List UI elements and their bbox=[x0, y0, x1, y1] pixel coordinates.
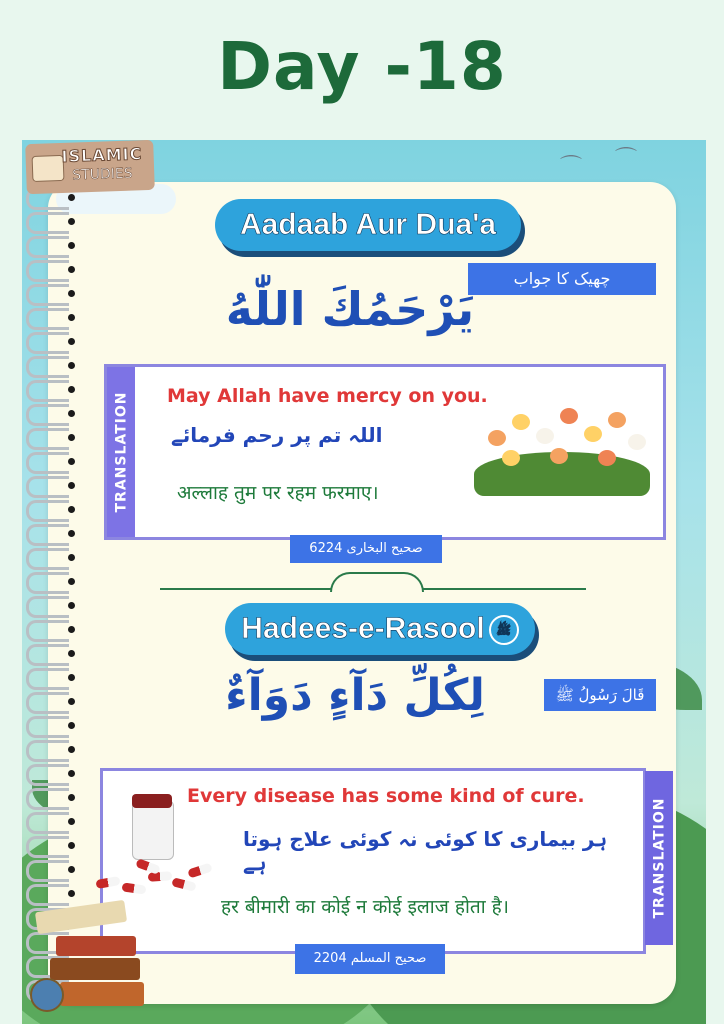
book bbox=[56, 936, 136, 956]
spiral-ring bbox=[26, 644, 69, 666]
spiral-ring bbox=[26, 380, 69, 402]
spiral-ring bbox=[26, 428, 69, 450]
bird-icon: ⌒ bbox=[615, 147, 638, 172]
arabic-dua: يَرْحَمُكَ اللّٰهُ bbox=[225, 282, 475, 336]
spiral-ring bbox=[26, 860, 69, 882]
spiral-ring bbox=[26, 212, 69, 234]
hindi-translation: अल्लाह तुम पर रहम फरमाए। bbox=[177, 482, 379, 504]
flower bbox=[608, 412, 626, 428]
english-translation: Every disease has some kind of cure. bbox=[187, 785, 585, 807]
spiral-binding bbox=[26, 188, 86, 1008]
spiral-ring bbox=[26, 596, 69, 618]
spiral-ring bbox=[26, 524, 69, 546]
spiral-ring bbox=[26, 260, 69, 282]
capsule-icon bbox=[187, 863, 213, 879]
logo bbox=[25, 140, 155, 194]
arabic-hadith: لِكُلِّ دَآءٍ دَوَآءٌ bbox=[225, 670, 485, 721]
bottle-cap bbox=[132, 794, 172, 808]
spiral-ring bbox=[26, 548, 69, 570]
books-image bbox=[26, 886, 146, 1016]
hadith-reference: صحیح البخاری 6224 bbox=[290, 535, 442, 563]
spiral-ring bbox=[26, 716, 69, 738]
flower bbox=[512, 414, 530, 430]
flower bbox=[502, 450, 520, 466]
spiral-ring bbox=[26, 332, 69, 354]
spiral-ring bbox=[26, 356, 69, 378]
medicine-image bbox=[92, 800, 222, 900]
spiral-ring bbox=[26, 572, 69, 594]
spiral-ring bbox=[26, 836, 69, 858]
spiral-ring bbox=[26, 308, 69, 330]
logo-text-top: ISLAMIC bbox=[61, 144, 143, 166]
spiral-ring bbox=[26, 788, 69, 810]
capsule-icon bbox=[171, 877, 196, 892]
spiral-ring bbox=[26, 236, 69, 258]
flower bbox=[488, 430, 506, 446]
spiral-ring bbox=[26, 740, 69, 762]
book bbox=[50, 958, 140, 980]
translation-side-label: TRANSLATION bbox=[107, 367, 135, 537]
pbuh-icon: ﷺ bbox=[489, 615, 519, 645]
spiral-ring bbox=[26, 764, 69, 786]
qaal-rasool-label: قَالَ رَسُولُ ﷺ bbox=[544, 679, 656, 711]
spiral-ring bbox=[26, 668, 69, 690]
book bbox=[60, 982, 144, 1006]
medicine-bottle bbox=[132, 800, 174, 860]
bird-icon: ⌒ bbox=[560, 155, 583, 180]
spiral-ring bbox=[26, 620, 69, 642]
spiral-ring bbox=[26, 812, 69, 834]
spiral-ring bbox=[26, 476, 69, 498]
flower bbox=[598, 450, 616, 466]
globe-icon bbox=[30, 978, 64, 1012]
open-book bbox=[35, 900, 127, 934]
spiral-ring bbox=[26, 404, 69, 426]
logo-text-bottom: STUDIES bbox=[72, 165, 133, 184]
urdu-translation: ہر بیماری کا کوئی نہ کوئی علاج ہوتا ہے bbox=[243, 827, 608, 875]
english-translation: May Allah have mercy on you. bbox=[167, 385, 488, 407]
section-heading-aadaab: Aadaab Aur Dua'a bbox=[215, 199, 521, 251]
page-title: Day -18 bbox=[217, 28, 507, 105]
flower bbox=[628, 434, 646, 450]
section-heading-text: Hadees-e-Rasool bbox=[241, 612, 485, 645]
urdu-translation: اللہ تم پر رحم فرمائے bbox=[171, 423, 383, 447]
flower bbox=[560, 408, 578, 424]
flower bbox=[584, 426, 602, 442]
translation-side-label: TRANSLATION bbox=[645, 771, 673, 945]
urdu-label: چھیک کا جواب bbox=[468, 263, 656, 295]
spiral-ring bbox=[26, 500, 69, 522]
hadith-reference: صحیح المسلم 2204 bbox=[295, 944, 445, 974]
section-heading-hadees bbox=[225, 603, 535, 655]
hindi-translation: हर बीमारी का कोई न कोई इलाज होता है। bbox=[221, 896, 509, 918]
spiral-ring bbox=[26, 284, 69, 306]
flower bbox=[550, 448, 568, 464]
capsule-icon bbox=[135, 858, 161, 875]
spiral-ring bbox=[26, 452, 69, 474]
spiral-ring bbox=[26, 692, 69, 714]
flowers-image bbox=[468, 400, 654, 494]
flower bbox=[536, 428, 554, 444]
scroll-icon bbox=[32, 155, 65, 182]
divider-arch bbox=[330, 572, 424, 592]
